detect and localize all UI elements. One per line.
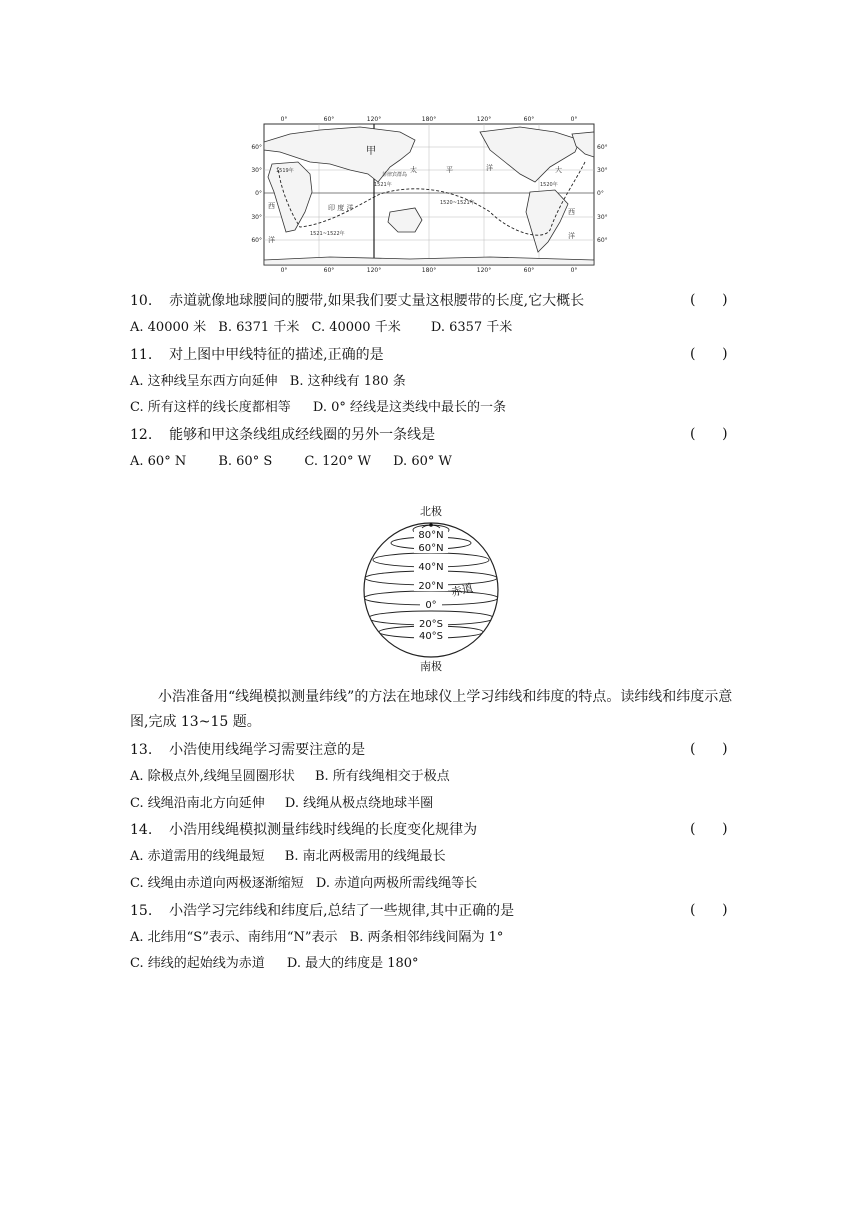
option-a: A. 这种线呈东西方向延伸 [130,374,278,389]
question-12-options [130,453,452,471]
question-text: 对上图中甲线特征的描述,正确的是 [169,347,384,363]
option-c: C. 120° W [304,454,371,469]
option-d: D. 最大的纬度是 180° [286,956,419,971]
south-pole-label: 南极 [420,660,442,673]
option-a: A. 赤道需用的线绳最短 [130,849,265,864]
pacific-label: 洋 [486,164,493,172]
question-15-options-row1 [130,929,503,947]
question-text: 赤道就像地球腰间的腰带,如果我们要丈量这根腰带的长度,它大概长 [169,293,585,309]
antarctica-shape [264,257,594,265]
answer-paren: ( ) [690,821,728,837]
intro-paragraph: 小浩准备用“线绳模拟测量纬线”的方法在地球仪上学习纬线和纬度的特点。读纬线和纬度示意图,完成 13~15 题。 [130,689,733,730]
map-bottom-tick: 180° [421,267,437,272]
answer-paren: ( ) [690,902,728,918]
question-13 [130,741,365,759]
option-d: D. 60° W [393,454,452,469]
map-top-tick: 0° [280,116,288,123]
latitude-globe-figure [356,500,506,676]
option-b: B. 这种线有 180 条 [289,374,406,389]
map-bottom-tick: 120° [366,267,382,272]
lat-label-60n: 60°N [418,543,444,554]
lat-label-40s: 40°S [418,631,444,642]
answer-paren: ( ) [690,346,728,362]
option-c: C. 40000 千米 [311,320,401,335]
question-number: 14. [130,822,153,838]
map-left-tick: 0° [255,190,262,197]
lat-label-40n: 40°N [418,562,444,573]
option-b: B. 两条相邻纬线间隔为 1° [349,930,504,945]
question-13-options-row2 [130,795,433,813]
option-b: B. 60° S [218,454,273,469]
question-text: 能够和甲这条线组成经线圈的另外一条线是 [169,427,436,443]
option-c: C. 纬线的起始线为赤道 [130,956,265,971]
question-15 [130,902,514,920]
option-a: A. 40000 米 [130,320,207,335]
option-d: D. 6357 千米 [430,320,513,335]
option-b: B. 所有线绳相交于极点 [314,769,450,784]
pacific-label: 太 [410,166,417,174]
question-13-options-row1 [130,768,450,786]
map-right-tick: 30° [597,167,608,174]
map-left-tick: 30° [251,167,262,174]
option-d: D. 0° 经线是这类线中最长的一条 [312,400,507,415]
atlantic-label: 大 [555,166,562,174]
option-a: A. 北纬用“S”表示、南纬用“N”表示 [130,930,338,945]
answer-paren: ( ) [690,426,728,442]
atlantic-ocean-label: 洋 [568,232,575,240]
map-right-tick: 60° [597,144,608,151]
question-number: 11. [130,347,153,363]
option-c: C. 所有这样的线长度都相等 [130,400,291,415]
atlantic-ocean-label: 洋 [268,236,275,244]
answer-paren: ( ) [690,741,728,757]
question-11 [130,346,384,364]
map-top-tick: 180° [421,116,437,123]
atlantic-west-label: 西 [568,208,575,216]
question-number: 15. [130,903,153,919]
option-d: D. 赤道向两极所需线绳等长 [315,876,478,891]
route-year-label: 1521~1522年 [310,231,345,237]
option-a: A. 60° N [130,454,187,469]
map-top-tick: 60° [523,116,535,123]
question-number: 13. [130,742,153,758]
option-c: C. 线绳由赤道向两极逐渐缩短 [130,876,304,891]
question-15-options-row2 [130,955,419,973]
pacific-label: 平 [446,166,453,174]
question-10 [130,292,584,310]
map-bottom-tick: 0° [570,267,578,272]
lat-label-80n: 80°N [418,530,444,541]
map-top-tick: 0° [570,116,578,123]
route-year-label: 1519年 [276,168,294,174]
north-pole-label: 北极 [420,505,442,518]
map-left-tick: 60° [251,144,262,151]
question-14 [130,821,477,839]
indian-ocean-label: 印 度 洋 [328,204,354,212]
answer-paren: ( ) [690,292,728,308]
map-top-tick: 120° [476,116,492,123]
map-left-tick: 60° [251,237,262,244]
question-12 [130,426,435,444]
map-top-tick: 120° [366,116,382,123]
option-a: A. 除极点外,线绳呈圆圈形状 [130,769,295,784]
lat-label-20s: 20°S [418,619,444,630]
lat-label-equator: 0° [425,600,437,611]
option-d: D. 线绳从极点绕地球半圈 [284,796,434,811]
question-text: 小浩使用线绳学习需要注意的是 [169,742,366,758]
map-right-tick: 0° [597,190,604,197]
map-bottom-tick: 60° [523,267,535,272]
route-year-label: 1521年 [374,182,392,188]
map-bottom-tick: 60° [323,267,335,272]
question-text: 小浩用线绳模拟测量纬线时线绳的长度变化规律为 [169,822,478,838]
map-top-tick: 60° [323,116,335,123]
question-number: 12. [130,427,153,443]
lat-label-20n: 20°N [418,581,444,592]
option-c: C. 线绳沿南北方向延伸 [130,796,265,811]
map-bottom-tick: 120° [476,267,492,272]
atlantic-west-label: 西 [268,202,275,210]
jia-marker: 甲 [366,146,376,157]
map-right-tick: 60° [597,237,608,244]
equator-label: 赤道 [449,581,475,600]
map-bottom-tick: 0° [280,267,288,272]
question-11-options-row1 [130,373,406,391]
map-right-tick: 30° [597,214,608,221]
question-text: 小浩学习完纬线和纬度后,总结了一些规律,其中正确的是 [169,903,515,919]
world-map-figure [250,112,612,272]
question-14-options-row1 [130,848,446,866]
route-year-label: 1520年 [540,182,558,188]
option-b: B. 南北两极需用的线绳最长 [284,849,446,864]
philippines-label: 菲律宾群岛 [382,172,408,178]
question-number: 10. [130,293,153,309]
question-11-options-row2 [130,399,506,417]
question-14-options-row2 [130,875,477,893]
question-10-options [130,319,512,337]
option-b: B. 6371 千米 [218,320,300,335]
route-year-label: 1520~1521年 [440,200,475,206]
map-left-tick: 30° [251,214,262,221]
